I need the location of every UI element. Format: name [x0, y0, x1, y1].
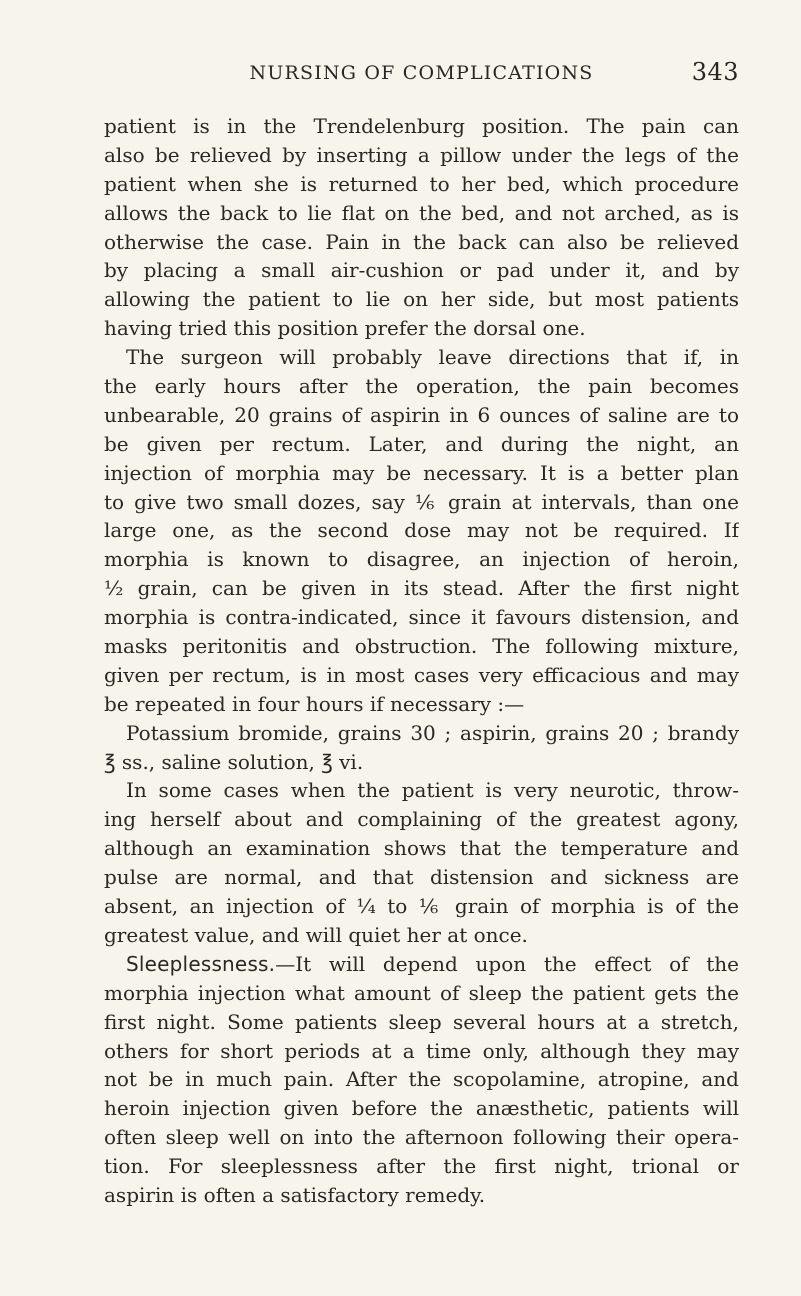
text-line: by placing a small air-cushion or pad under it, and by — [104, 258, 739, 283]
text-line: others for short periods at a time only, although they may — [104, 1038, 739, 1063]
text-line: absent, an injection of ¼ to ⅙ grain of morphia is of the — [104, 894, 739, 919]
text-line: The surgeon will probably leave directions that if, in — [126, 345, 739, 370]
text-line: morphia injection what amount of sleep the patient gets the — [104, 980, 739, 1005]
text-line: patient is in the Trendelenburg position. The pain can — [104, 114, 739, 138]
text-line: allows the back to lie flat on the bed, and not arched, as is — [104, 200, 739, 225]
text-line: morphia is known to disagree, an injection of heroin, — [104, 547, 739, 572]
text-line: allowing the patient to lie on her side, but most patients — [104, 287, 739, 312]
text-line: patient when she is returned to her bed, which procedure — [104, 171, 739, 196]
text-line: heroin injection given before the anæsthetic, patients will — [104, 1096, 739, 1121]
text-line: given per rectum, is in most cases very efficacious and may — [104, 662, 739, 687]
page-header — [104, 58, 739, 92]
text-line: greatest value, and will quiet her at once. — [104, 922, 528, 947]
text-line: pulse are normal, and that distension and sickness are — [104, 865, 739, 890]
text-line: ℥ ss., saline solution, ℥ vi. — [104, 749, 364, 774]
text-line: Potassium bromide, grains 30 ; aspirin, grains 20 ; brandy — [126, 720, 739, 745]
page-number: 343 — [691, 58, 739, 86]
text-line: be repeated in four hours if necessary :— — [104, 691, 525, 716]
text-line: masks peritonitis and obstruction. The following mixture, — [104, 634, 739, 659]
text-line-with-heading — [104, 950, 739, 979]
text-line: large one, as the second dose may not be required. If — [104, 518, 739, 543]
text-line: tion. For sleeplessness after the first night, trional or — [104, 1154, 739, 1179]
text-line: ing herself about and complaining of the greatest agony, — [104, 807, 739, 832]
text-line: ½ grain, can be given in its stead. After the first night — [104, 576, 739, 601]
text-line: unbearable, 20 grains of aspirin in 6 ounces of saline are to — [104, 402, 739, 427]
text-line: otherwise the case. Pain in the back can also be relieved — [104, 229, 739, 254]
text-line: morphia is contra-indicated, since it favours distension, and — [104, 605, 739, 630]
running-head: NURSING OF COMPLICATIONS — [249, 62, 594, 84]
text-line: injection of morphia may be necessary. It is a better plan — [104, 460, 739, 485]
section-heading: Sleeplessness. — [126, 951, 276, 976]
text-line-continuation: —It will depend upon the effect of the — [275, 951, 739, 976]
text-line: first night. Some patients sleep several hours at a stretch, — [104, 1009, 739, 1034]
text-line: aspirin is often a satisfactory remedy. — [104, 1182, 486, 1207]
body-text — [104, 112, 739, 1210]
text-line: often sleep well on into the afternoon following their opera- — [104, 1125, 739, 1150]
text-line: be given per rectum. Later, and during the night, an — [104, 431, 739, 456]
text-line: the early hours after the operation, the pain becomes — [104, 374, 739, 399]
text-line: not be in much pain. After the scopolamine, atropine, and — [104, 1067, 739, 1092]
text-line: although an examination shows that the temperature and — [104, 836, 739, 861]
text-line: to give two small dozes, say ⅙ grain at intervals, than one — [104, 489, 739, 514]
text-line: having tried this position prefer the dorsal one. — [104, 316, 586, 341]
text-line: also be relieved by inserting a pillow under the legs of the — [104, 142, 739, 167]
text-line: In some cases when the patient is very neurotic, throw- — [126, 778, 739, 803]
